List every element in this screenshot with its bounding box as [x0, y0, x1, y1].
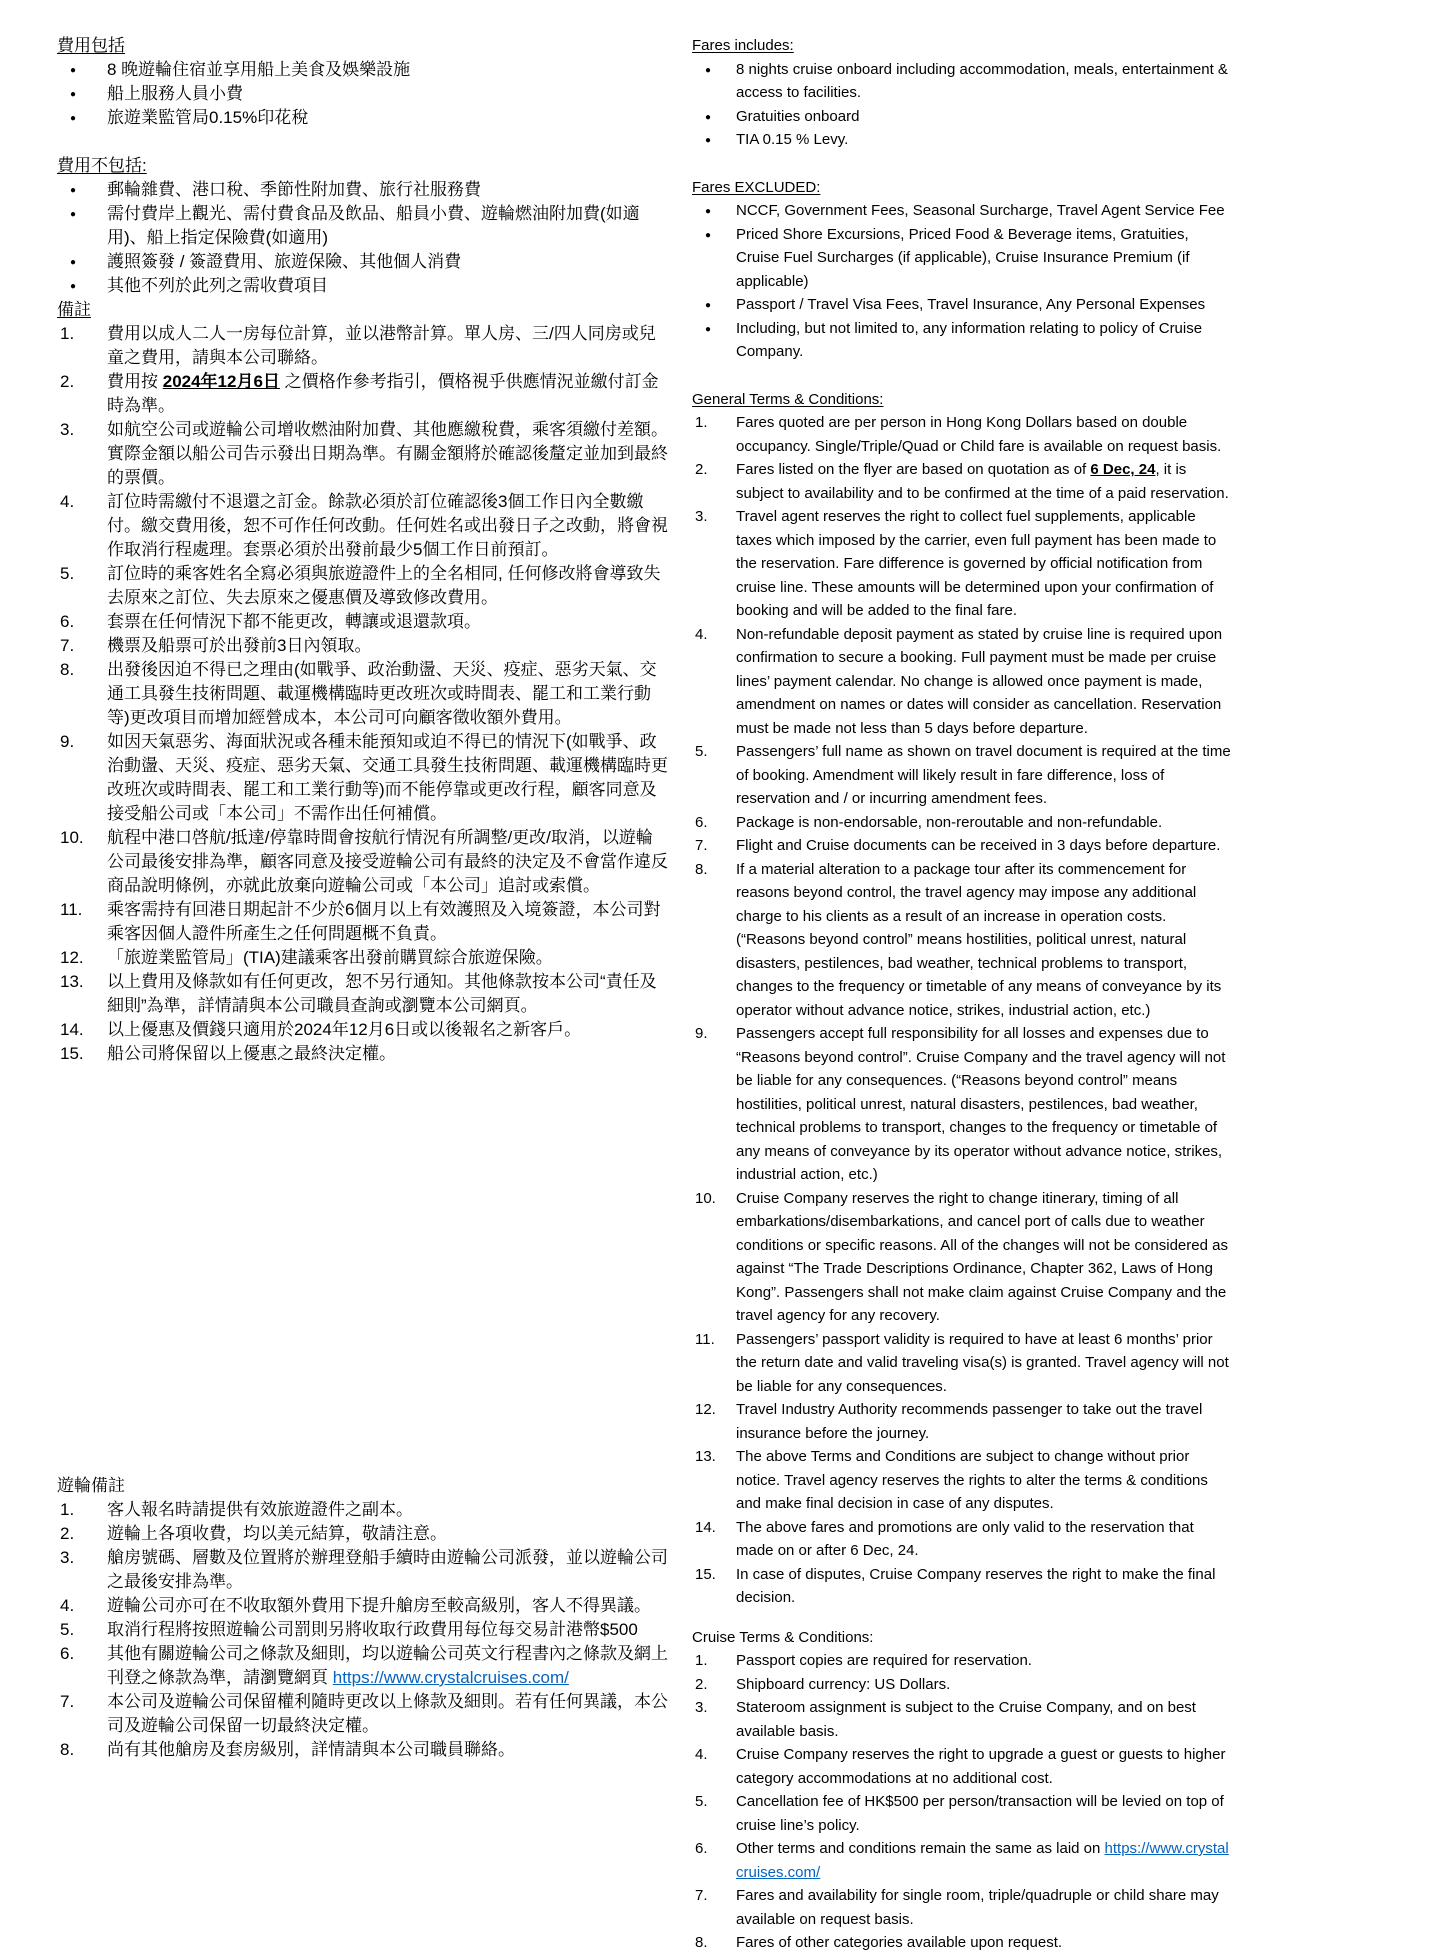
item-number: 3. — [60, 420, 75, 439]
bullet-item — [57, 82, 669, 106]
list-item — [692, 1884, 1232, 1931]
zh-fares-included-list — [57, 58, 669, 130]
item-text: 套票在任何情況下都不能更改，轉讓或退還款項。 — [107, 612, 481, 631]
list-item — [57, 322, 669, 370]
item-text: Travel agent reserves the right to collect fuel supplements, applicable taxes which imposed by the carrier, even full payment has been made to the reservation. Fare difference is governed by official notification from cruise line. These amounts will be determined upon your confirmation of booking and will be added to the final fare. — [736, 508, 1217, 619]
list-item — [692, 1398, 1232, 1445]
en-fares-includes-heading: Fares includes: — [692, 37, 794, 54]
item-number: 7. — [60, 636, 75, 655]
item-number: 1. — [695, 414, 708, 431]
item-text: 訂位時需繳付不退還之訂金。餘款必須於訂位確認後3個工作日內全數繳付。繳交費用後，恕不可作任何改動。任何姓名或出發日子之改動，將會視作取消行程處理。套票必須於出發前最少5個工作日前預訂。 — [107, 492, 668, 559]
item-number: 5. — [60, 564, 75, 583]
item-text: 遊輪上各項收費，均以美元結算，敬請注意。 — [107, 1524, 447, 1543]
list-item — [57, 1690, 669, 1738]
bullet-icon: ● — [705, 229, 712, 241]
item-number: 7. — [695, 837, 708, 854]
list-item — [57, 826, 669, 898]
item-text: Cancellation fee of HK$500 per person/transaction will be levied on top of cruise line’s policy. — [736, 1793, 1224, 1834]
en-fares-excluded-list — [692, 199, 1232, 364]
bullet-item — [692, 293, 1232, 317]
list-item — [57, 610, 669, 634]
highlighted-date: 2024年12月6日 — [162, 372, 280, 391]
list-item — [57, 1594, 669, 1618]
list-item — [692, 1837, 1232, 1884]
list-item — [692, 811, 1232, 835]
bullet-icon: ● — [705, 206, 712, 217]
bullet-item — [692, 128, 1232, 152]
item-text: In case of disputes, Cruise Company reserves the right to make the final decision. — [736, 1565, 1216, 1606]
bullet-item — [57, 178, 669, 202]
item-number: 3. — [60, 1548, 75, 1567]
list-item — [57, 1546, 669, 1594]
item-number: 5. — [60, 1620, 75, 1639]
item-text: Fares and availability for single room, triple/quadruple or child share may available on request basis. — [736, 1887, 1219, 1928]
bullet-icon: ● — [70, 65, 77, 76]
en-general-terms-section — [692, 388, 1232, 1610]
item-text: 尚有其他艙房及套房級別，詳情請與本公司職員聯絡。 — [107, 1740, 515, 1759]
en-fares-includes-section — [692, 34, 1232, 152]
bullet-icon: ● — [70, 89, 77, 100]
item-number: 2. — [60, 1524, 75, 1543]
item-text: 需付費岸上觀光、需付費食品及飲品、船員小費、遊輪燃油附加費(如適用)、船上指定保險費(如適用) — [107, 204, 640, 247]
item-text: Priced Shore Excursions, Priced Food & Beverage items, Gratuities, Cruise Fuel Surcharges (if applicable), Cruise Insurance Premium (if applicable) — [736, 225, 1190, 290]
item-text: Other terms and conditions remain the same as laid on https://www.crystalcruises.com/ — [736, 1840, 1229, 1881]
item-number: 13. — [60, 972, 84, 991]
list-item — [692, 458, 1232, 505]
bullet-icon: ● — [70, 257, 77, 268]
list-item — [57, 1042, 669, 1066]
list-item — [57, 1738, 669, 1762]
list-item — [692, 858, 1232, 1023]
list-item — [57, 634, 669, 658]
right-column — [692, 34, 1232, 1951]
bullet-item — [57, 202, 669, 250]
bullet-icon: ● — [705, 135, 712, 146]
item-number: 4. — [60, 492, 75, 511]
bullet-item — [57, 106, 669, 130]
item-text: Fares quoted are per person in Hong Kong Dollars based on double occupancy. Single/Triple/Quad or Child fare is available on request basis. — [736, 414, 1222, 455]
list-item — [692, 1516, 1232, 1563]
item-text: NCCF, Government Fees, Seasonal Surcharge, Travel Agent Service Fee — [736, 202, 1225, 219]
item-number: 8. — [60, 660, 75, 679]
list-item — [57, 946, 669, 970]
item-number: 2. — [60, 372, 75, 391]
item-number: 15. — [60, 1044, 84, 1063]
bullet-icon: ● — [705, 111, 712, 123]
list-item — [692, 623, 1232, 741]
list-item — [692, 1187, 1232, 1328]
item-number: 3. — [695, 1699, 708, 1716]
zh-notes-heading: 備註 — [57, 300, 91, 319]
item-number: 5. — [695, 1793, 708, 1810]
list-item — [692, 1696, 1232, 1743]
item-number: 10. — [60, 828, 84, 847]
bullet-item — [692, 199, 1232, 223]
list-item — [692, 740, 1232, 811]
item-text: 訂位時的乘客姓名全寫必須與旅遊證件上的全名相同, 任何修改將會導致失去原來之訂位、失去原來之優惠價及導致修改費用。 — [107, 564, 661, 607]
item-text: 以上優惠及價錢只適用於2024年12月6日或以後報名之新客戶。 — [107, 1020, 582, 1039]
list-item — [692, 1328, 1232, 1399]
item-number: 11. — [60, 900, 83, 919]
item-number: 5. — [695, 743, 708, 760]
item-number: 7. — [60, 1692, 75, 1711]
item-text: 本公司及遊輪公司保留權利隨時更改以上條款及細則。若有任何異議，本公司及遊輪公司保留一切最終決定權。 — [107, 1692, 668, 1735]
item-text: The above fares and promotions are only valid to the reservation that made on or after 6 Dec, 24. — [736, 1518, 1194, 1559]
item-number: 6. — [60, 1644, 75, 1663]
list-item — [57, 1498, 669, 1522]
list-item — [57, 418, 669, 490]
item-text: 費用以成人二人一房每位計算，並以港幣計算。單人房、三/四人同房或兒童之費用，請與本公司聯絡。 — [107, 324, 656, 367]
left-column-spacer — [57, 1066, 669, 1474]
item-text: Gratuities onboard — [736, 107, 860, 125]
item-number: 14. — [695, 1518, 716, 1536]
item-text: 船公司將保留以上優惠之最終決定權。 — [107, 1044, 396, 1063]
zh-cruise-notes-heading: 遊輪備註 — [57, 1476, 125, 1495]
item-number: 8. — [695, 1934, 708, 1951]
item-text: Package is non-endorsable, non-reroutable and non-refundable. — [736, 813, 1163, 831]
item-text: 其他不列於此列之需收費項目 — [107, 276, 328, 295]
item-text: 旅遊業監管局0.15%印花稅 — [107, 108, 309, 127]
list-item — [57, 1018, 669, 1042]
en-general-terms-heading: General Terms & Conditions: — [692, 390, 884, 408]
item-number: 4. — [60, 1596, 75, 1615]
bullet-icon: ● — [705, 300, 712, 311]
item-text: 郵輪雜費、港口稅、季節性附加費、旅行社服務費 — [107, 180, 481, 199]
zh-fares-included-heading: 費用包括 — [57, 36, 125, 55]
item-text: 如航空公司或遊輪公司增收燃油附加費、其他應繳稅費，乘客須繳付差額。實際金額以船公司告示發出日期為準。有關金額將於確認後釐定並加到最終的票價。 — [107, 420, 668, 487]
bullet-icon: ● — [70, 281, 77, 292]
list-item — [692, 1931, 1232, 1955]
zh-fares-included-section — [57, 34, 669, 130]
bullet-item — [692, 317, 1232, 364]
zh-fares-excluded-section — [57, 154, 669, 298]
item-text: Fares of other categories available upon request. — [736, 1934, 1063, 1951]
item-text: 取消行程將按照遊輪公司罰則另將收取行政費用每位每交易計港幣$500 — [107, 1620, 638, 1639]
item-text: 其他有關遊輪公司之條款及細則，均以遊輪公司英文行程書內之條款及網上刊登之條款為準，請瀏覽網頁 https://www.crystalcruises.com/ — [107, 1644, 668, 1687]
section-gap — [57, 130, 669, 154]
list-item — [57, 970, 669, 1018]
list-item — [692, 1022, 1232, 1187]
item-text: 船上服務人員小費 — [107, 84, 243, 103]
item-text: Fares listed on the flyer are based on quotation as of 6 Dec, 24, it is subject to availability and to be confirmed at the time of a paid reservation. — [736, 461, 1229, 502]
en-fares-includes-list — [692, 58, 1232, 152]
bullet-icon: ● — [705, 323, 712, 335]
item-number: 8. — [60, 1740, 75, 1759]
list-item — [57, 1522, 669, 1546]
list-item — [692, 834, 1232, 858]
list-item — [692, 1790, 1232, 1837]
en-general-terms-list — [692, 411, 1232, 1610]
item-text: Stateroom assignment is subject to the Cruise Company, and on best available basis. — [736, 1699, 1196, 1740]
section-gap — [692, 152, 1232, 176]
zh-cruise-notes-list — [57, 1498, 669, 1762]
list-item — [692, 411, 1232, 458]
list-item — [692, 1743, 1232, 1790]
item-text: Travel Industry Authority recommends passenger to take out the travel insurance before the journey. — [736, 1401, 1203, 1442]
item-number: 9. — [695, 1025, 708, 1042]
item-text: 乘客需持有回港日期起計不少於6個月以上有效護照及入境簽證，本公司對乘客因個人證件所產生之任何問題概不負責。 — [107, 900, 661, 943]
item-text: 8 nights cruise onboard including accommodation, meals, entertainment & access to facilities. — [736, 60, 1228, 101]
item-number: 11. — [695, 1330, 715, 1348]
bullet-item — [692, 105, 1232, 129]
item-text: Cruise Company reserves the right to upgrade a guest or guests to higher category accommodations at no additional cost. — [736, 1746, 1226, 1787]
item-text: Passport copies are required for reservation. — [736, 1652, 1032, 1669]
list-item — [57, 898, 669, 946]
item-text: 遊輪公司亦可在不收取額外費用下提升艙房至較高級別，客人不得異議。 — [107, 1596, 651, 1615]
item-number: 15. — [695, 1565, 716, 1583]
zh-fares-excluded-list — [57, 178, 669, 298]
item-text: 如因天氣惡劣、海面狀況或各種未能預知或迫不得已的情況下(如戰爭、政治動盪、天災、疫症、惡劣天氣、交通工具發生技術問題、載運機構臨時更改班次或時間表、罷工和工業行動等)而不能停靠或更改行程，顧客同意及接受船公司或「本公司」不需作出任何補償。 — [107, 732, 668, 823]
en-cruise-terms-heading: Cruise Terms & Conditions: — [692, 1628, 874, 1646]
bullet-item — [692, 58, 1232, 105]
zh-notes-section — [57, 298, 669, 1066]
item-text: 費用按 2024年12月6日 之價格作參考指引，價格視乎供應情況並繳付訂金時為準。 — [107, 372, 659, 415]
item-text: Cruise Company reserves the right to change itinerary, timing of all embarkations/disembarkations, and cancel port of calls due to weather conditions or specific reasons. All of the changes will not be considered as against “The Trade Descriptions Ordinance, Chapter 362, Laws of Hong Kong”. Passengers shall not make claim against Cruise Company and the travel agency for any recovery. — [736, 1189, 1228, 1324]
item-number: 6. — [695, 813, 708, 831]
item-text: 以上費用及條款如有任何更改，恕不另行通知。其他條款按本公司“責任及細則”為準，詳情請與本公司職員查詢或瀏覽本公司網頁。 — [107, 972, 657, 1015]
bullet-icon: ● — [70, 185, 77, 196]
item-text: Passengers accept full responsibility for all losses and expenses due to “Reasons beyond control”. Cruise Company and the travel agency will not be liable for any consequences. (“Reasons beyond control” means hostilities, political unrest, natural disasters, pestilences, bad weather, technical problems to transport, changes to the frequency or timetable of any means of conveyance by its operator without advance notice, strikes, industrial action, etc.) — [736, 1025, 1226, 1183]
item-number: 1. — [695, 1652, 708, 1669]
item-text: Non-refundable deposit payment as stated by cruise line is required upon confirmation to secure a booking. Full payment must be made per cruise lines’ payment calendar. No change is allowed once payment is made, amendment on names or dates will consider as cancellation. Reservation must be made not less than 5 days before departure. — [736, 625, 1223, 737]
item-number: 10. — [695, 1189, 716, 1207]
list-item — [57, 562, 669, 610]
item-number: 6. — [695, 1840, 708, 1857]
item-number: 1. — [60, 1500, 75, 1519]
item-text: Including, but not limited to, any information relating to policy of Cruise Company. — [736, 319, 1203, 360]
bullet-item — [692, 223, 1232, 294]
bullet-item — [57, 274, 669, 298]
bullet-icon: ● — [70, 113, 77, 124]
section-gap — [692, 364, 1232, 388]
item-number: 12. — [60, 948, 84, 967]
item-number: 12. — [695, 1401, 716, 1418]
item-number: 4. — [695, 625, 708, 643]
item-text: 「旅遊業監管局」(TIA)建議乘客出發前購買綜合旅遊保險。 — [107, 948, 553, 967]
zh-notes-list — [57, 322, 669, 1066]
item-text: If a material alteration to a package tour after its commencement for reasons beyond control, the travel agency may impose any additional charge to his clients as a result of an increase in operation costs. (“Reasons beyond control” means hostilities, political unrest, natural disasters, pestilences, bad weather, technical problems to transport, changes to the frequency or timetable of any means of conveyance by its operator without advance notice, strikes, industrial action, etc.) — [736, 860, 1222, 1019]
list-item — [692, 1649, 1232, 1673]
crystalcruises-link[interactable]: https://www.crystalcruises.com/ — [332, 1668, 569, 1687]
list-item — [57, 1642, 669, 1690]
item-text: 航程中港口啓航/抵達/停靠時間會按航行情況有所調整/更改/取消，以遊輪公司最後安排為準，顧客同意及接受遊輪公司有最終的決定及不會當作違反商品說明條例，亦就此放棄向遊輪公司或「本公司」追討或索償。 — [107, 828, 668, 895]
item-number: 7. — [695, 1887, 708, 1904]
item-text: 客人報名時請提供有效旅遊證件之副本。 — [107, 1500, 413, 1519]
item-text: The above Terms and Conditions are subject to change without prior notice. Travel agency reserves the rights to alter the terms & conditions and make final decision in case of any disputes. — [736, 1448, 1208, 1512]
item-number: 2. — [695, 1675, 708, 1693]
item-text: 艙房號碼、層數及位置將於辦理登船手續時由遊輪公司派發，並以遊輪公司之最後安排為準。 — [107, 1548, 668, 1591]
item-number: 6. — [60, 612, 75, 631]
en-fares-excluded-heading: Fares EXCLUDED: — [692, 178, 821, 196]
bullet-icon: ● — [705, 64, 712, 76]
item-text: 護照簽發 / 簽證費用、旅遊保險、其他個人消費 — [107, 252, 462, 271]
item-number: 9. — [60, 732, 75, 751]
item-text: Shipboard currency: US Dollars. — [736, 1675, 951, 1693]
list-item — [57, 730, 669, 826]
list-item — [57, 370, 669, 418]
bullet-item — [57, 58, 669, 82]
item-number: 13. — [695, 1448, 716, 1465]
item-text: Passengers’ full name as shown on travel document is required at the time of booking. Amendment will likely result in fare difference, loss of reservation and / or incurring amendment fees. — [736, 743, 1231, 807]
zh-fares-excluded-heading: 費用不包括: — [57, 156, 147, 175]
item-text: Passport / Travel Visa Fees, Travel Insurance, Any Personal Expenses — [736, 296, 1206, 313]
crystalcruises-link[interactable]: https://www.crystalcruises.com/ — [736, 1840, 1229, 1881]
en-cruise-terms-section — [692, 1626, 1232, 1955]
list-item — [57, 658, 669, 730]
item-text: 機票及船票可於出發前3日內領取。 — [107, 636, 372, 655]
list-item — [692, 1563, 1232, 1610]
bullet-icon: ● — [70, 209, 77, 220]
right-column-spacer — [692, 1610, 1232, 1626]
zh-cruise-notes-section — [57, 1474, 669, 1762]
item-number: 3. — [695, 508, 708, 525]
list-item — [692, 1445, 1232, 1516]
item-text: TIA 0.15 % Levy. — [736, 131, 849, 148]
list-item — [692, 1673, 1232, 1697]
item-number: 14. — [60, 1020, 84, 1039]
list-item — [57, 490, 669, 562]
left-column — [57, 34, 669, 1762]
en-cruise-terms-list — [692, 1649, 1232, 1955]
highlighted-date: 6 Dec, 24 — [1090, 461, 1156, 478]
item-number: 2. — [695, 461, 708, 478]
item-number: 4. — [695, 1746, 708, 1763]
item-text: Passengers’ passport validity is required to have at least 6 months’ prior the return date and valid traveling visa(s) is granted. Travel agency will not be liable for any consequences. — [736, 1330, 1229, 1395]
list-item — [692, 505, 1232, 623]
item-text: 出發後因迫不得已之理由(如戰爭、政治動盪、天災、疫症、惡劣天氣、交通工具發生技術問題、載運機構臨時更改班次或時間表、罷工和工業行動等)更改項目而增加經營成本，本公司可向顧客徵收額外費用。 — [107, 660, 657, 727]
en-fares-excluded-section — [692, 176, 1232, 364]
item-number: 1. — [60, 324, 75, 343]
bullet-item — [57, 250, 669, 274]
item-text: Flight and Cruise documents can be received in 3 days before departure. — [736, 837, 1221, 854]
item-text: 8 晚遊輪住宿並享用船上美食及娛樂設施 — [107, 60, 411, 79]
list-item — [57, 1618, 669, 1642]
item-number: 8. — [695, 860, 708, 878]
